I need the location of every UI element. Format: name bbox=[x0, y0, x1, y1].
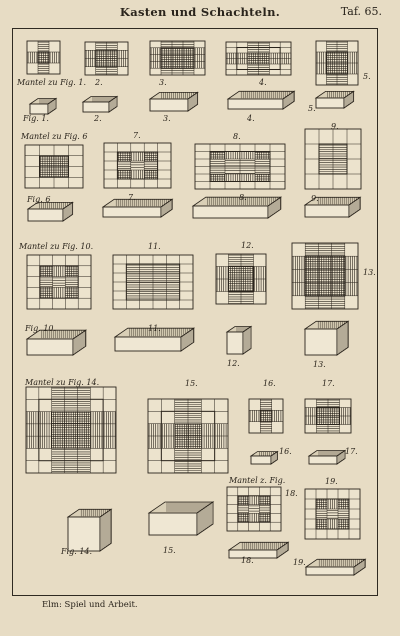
figure-label: 18. bbox=[241, 556, 254, 565]
figure-label: 18. bbox=[285, 489, 298, 498]
box-fig-4 bbox=[228, 91, 294, 109]
figure-label: 15. bbox=[163, 546, 176, 555]
mantel-net-5 bbox=[316, 41, 358, 85]
figure-label: Fig. 6 bbox=[27, 195, 51, 204]
mantel-net-13 bbox=[292, 243, 358, 309]
box-fig-13 bbox=[305, 321, 348, 355]
mantel-net-9 bbox=[305, 129, 361, 189]
figure-label: 5. bbox=[363, 72, 371, 81]
box-fig-19 bbox=[306, 559, 365, 575]
figure-label: 15. bbox=[185, 379, 198, 388]
figure-label: Mantel zu Fig. 10. bbox=[19, 242, 94, 251]
box-fig-15 bbox=[149, 502, 213, 535]
box-fig-17 bbox=[309, 451, 345, 465]
figure-label: 11. bbox=[148, 242, 161, 251]
box-fig-16 bbox=[251, 452, 277, 464]
box-drawings bbox=[13, 29, 377, 595]
box-fig-1 bbox=[30, 99, 56, 115]
box-fig-7 bbox=[103, 199, 172, 217]
figure-label: 12. bbox=[241, 241, 254, 250]
mantel-net-17 bbox=[305, 399, 351, 433]
mantel-net-11 bbox=[113, 255, 193, 309]
figure-label: 13. bbox=[363, 268, 376, 277]
figure-label: 2. bbox=[94, 114, 102, 123]
figure-label: 2. bbox=[95, 78, 103, 87]
figure-label: 3. bbox=[163, 114, 171, 123]
plate-title: Kasten und Schachteln. bbox=[119, 5, 281, 19]
mantel-net-8 bbox=[195, 144, 285, 189]
box-fig-12 bbox=[227, 327, 251, 355]
figure-label: 17. bbox=[345, 447, 358, 456]
mantel-net-3 bbox=[150, 41, 205, 75]
figure-label: 7. bbox=[128, 193, 136, 202]
figure-label: 8. bbox=[233, 132, 241, 141]
mantel-net-12 bbox=[216, 254, 266, 304]
figure-label: Fig. 14. bbox=[61, 547, 93, 556]
figure-label: Mantel zu Fig. 1. bbox=[17, 78, 87, 87]
figure-label: Fig. 1. bbox=[23, 114, 49, 123]
figure-label: 4. bbox=[259, 78, 267, 87]
mantel-net-14 bbox=[26, 387, 116, 473]
mantel-net-19 bbox=[305, 489, 360, 539]
figure-label: 12. bbox=[227, 359, 240, 368]
mantel-net-2 bbox=[85, 42, 128, 75]
box-fig-8 bbox=[193, 197, 281, 218]
figure-label: Mantel z. Fig. bbox=[229, 476, 286, 485]
figure-label: 16. bbox=[279, 447, 292, 456]
mantel-net-15 bbox=[148, 399, 228, 473]
figure-label: 5. bbox=[308, 104, 316, 113]
figure-label: 4. bbox=[247, 114, 255, 123]
figure-label: 19. bbox=[325, 477, 338, 486]
mantel-net-6 bbox=[25, 145, 83, 188]
mantel-net-7 bbox=[104, 143, 171, 188]
figure-label: 8. bbox=[239, 193, 247, 202]
figure-label: 13. bbox=[313, 360, 326, 369]
box-fig-18 bbox=[229, 542, 288, 558]
mantel-net-10 bbox=[27, 255, 91, 309]
figure-label: 11. bbox=[148, 324, 161, 333]
figure-label: 17. bbox=[322, 379, 335, 388]
figure-label: 7. bbox=[133, 131, 141, 140]
figure-label: 16. bbox=[263, 379, 276, 388]
figure-label: Mantel zu Fig. 14. bbox=[25, 378, 100, 387]
footer-credit: Elm: Spiel und Arbeit. bbox=[42, 600, 138, 610]
box-fig-10 bbox=[27, 330, 86, 355]
box-fig-14 bbox=[68, 509, 111, 551]
mantel-net-1 bbox=[27, 41, 60, 74]
box-fig-3 bbox=[150, 92, 198, 111]
box-fig-2 bbox=[83, 97, 117, 113]
figure-label: Mantel zu Fig. 6 bbox=[21, 132, 88, 141]
box-fig-5 bbox=[316, 91, 354, 108]
figure-label: 9. bbox=[331, 122, 339, 131]
figure-label: 9. bbox=[311, 194, 319, 203]
figure-label: Fig. 10. bbox=[25, 324, 57, 333]
mantel-net-16 bbox=[249, 399, 283, 433]
figure-label: 3. bbox=[159, 78, 167, 87]
mantel-net-18 bbox=[227, 487, 281, 531]
mantel-net-4 bbox=[226, 42, 291, 75]
plate-number: Taf. 65. bbox=[340, 5, 382, 18]
plate-frame bbox=[12, 28, 378, 596]
box-fig-6 bbox=[28, 202, 73, 221]
figure-label: 19. bbox=[293, 558, 306, 567]
